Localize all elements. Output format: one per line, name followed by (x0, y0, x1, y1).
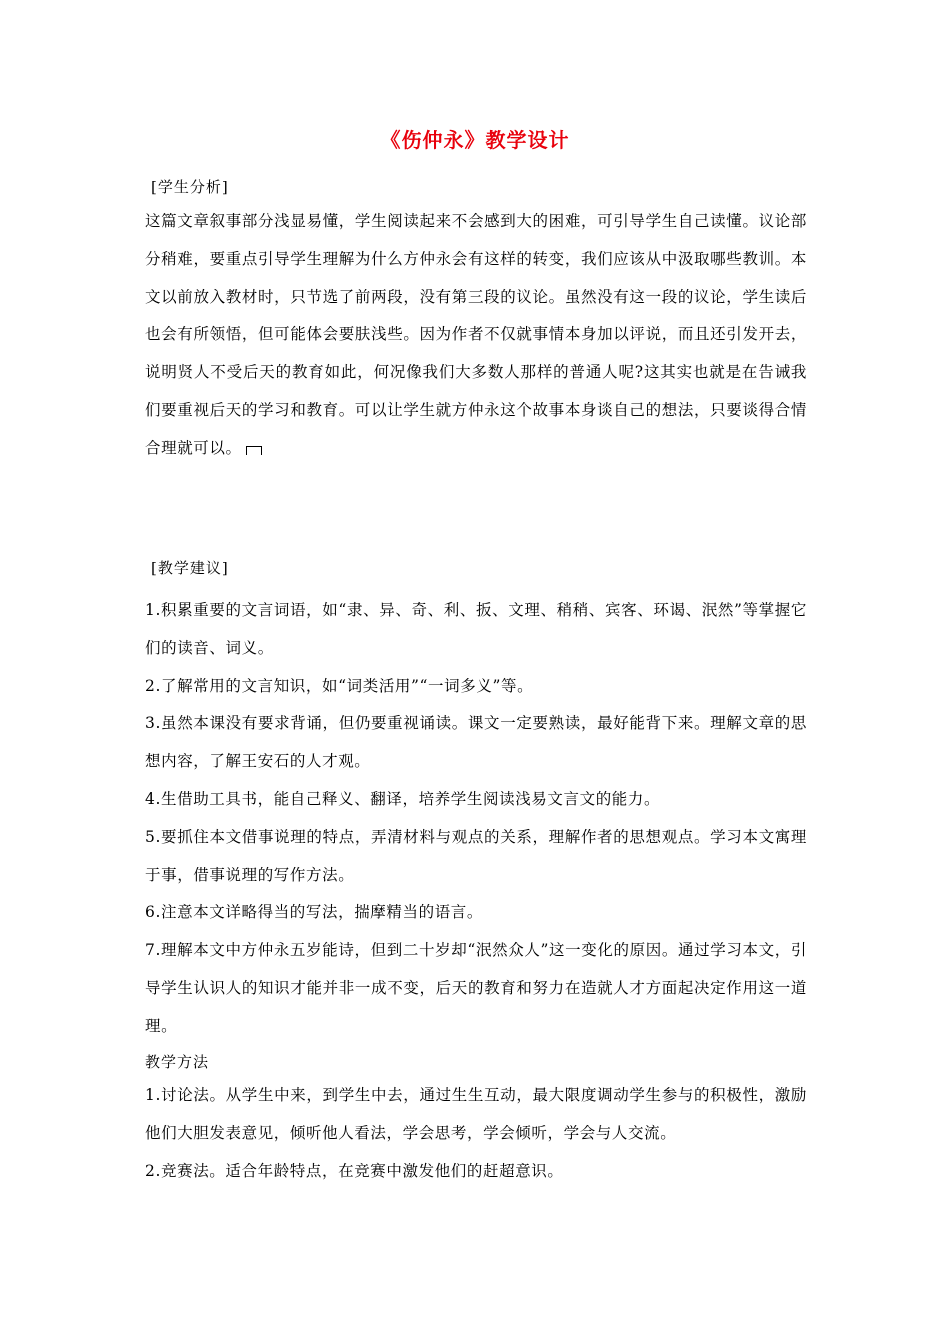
student-analysis-paragraph (145, 203, 807, 468)
teaching-suggestions-heading: [教学建议] (151, 559, 229, 577)
teaching-suggestions-list (145, 592, 807, 1046)
method-item-2: 2.竞赛法。适合年龄特点，在竞赛中激发他们的赶超意识。 (145, 1162, 564, 1180)
suggestion-item-4: 4.生借助工具书，能自己释义、翻译，培养学生阅读浅易文言文的能力。 (145, 789, 661, 808)
text-cursor-mark (246, 446, 262, 455)
method-item-1: 1.讨论法。从学生中来，到学生中去，通过生生互动，最大限度调动学生参与的积极性，激励他们大胆发表意见，倾听他人看法，学会思考，学会倾听，学会与人交流。 (145, 1086, 807, 1142)
suggestion-item-5: 5.要抓住本文借事说理的特点，弄清材料与观点的关系，理解作者的思想观点。学习本文寓理于事，借事说理的写作方法。 (145, 827, 807, 884)
document-title: 《伤仲永》教学设计 (380, 128, 570, 152)
suggestion-item-6: 6.注意本文详略得当的写法，揣摩精当的语言。 (145, 903, 483, 922)
suggestion-item-2: 2.了解常用的文言知识，如“词类活用”“一词多义”等。 (145, 676, 534, 695)
student-analysis-text: 这篇文章叙事部分浅显易懂，学生阅读起来不会感到大的困难，可引导学生自己读懂。议论部分稍难，要重点引导学生理解为什么方仲永会有这样的转变，我们应该从中汲取哪些教训。本文以前放入教材时，只节选了前两段，没有第三段的议论。虽然没有这一段的议论，学生读后也会有所领悟，但可能体会要肤浅些。因为作者不仅就事情本身加以评说，而且还引发开去，说明贤人不受后天的教育如此，何况像我们大多数人那样的普通人呢?这其实也就是在告诫我们要重视后天的学习和教育。可以让学生就方仲永这个故事本身谈自己的想法，只要谈得合情合理就可以。 (145, 212, 807, 457)
suggestion-item-1: 1.积累重要的文言词语，如“隶、异、奇、利、扳、文理、稍稍、宾客、环谒、泯然”等掌握它们的读音、词义。 (145, 601, 807, 657)
student-analysis-heading: [学生分析] (151, 178, 229, 196)
teaching-methods-heading: 教学方法 (145, 1053, 210, 1071)
suggestion-item-7: 7.理解本文中方仲永五岁能诗，但到二十岁却“泯然众人”这一变化的原因。通过学习本文，引导学生认识人的知识才能并非一成不变，后天的教育和努力在造就人才方面起决定作用这一道理。 (145, 941, 807, 1035)
suggestion-item-3: 3.虽然本课没有要求背诵，但仍要重视诵读。课文一定要熟读，最好能背下来。理解文章的思想内容，了解王安石的人才观。 (145, 714, 807, 771)
